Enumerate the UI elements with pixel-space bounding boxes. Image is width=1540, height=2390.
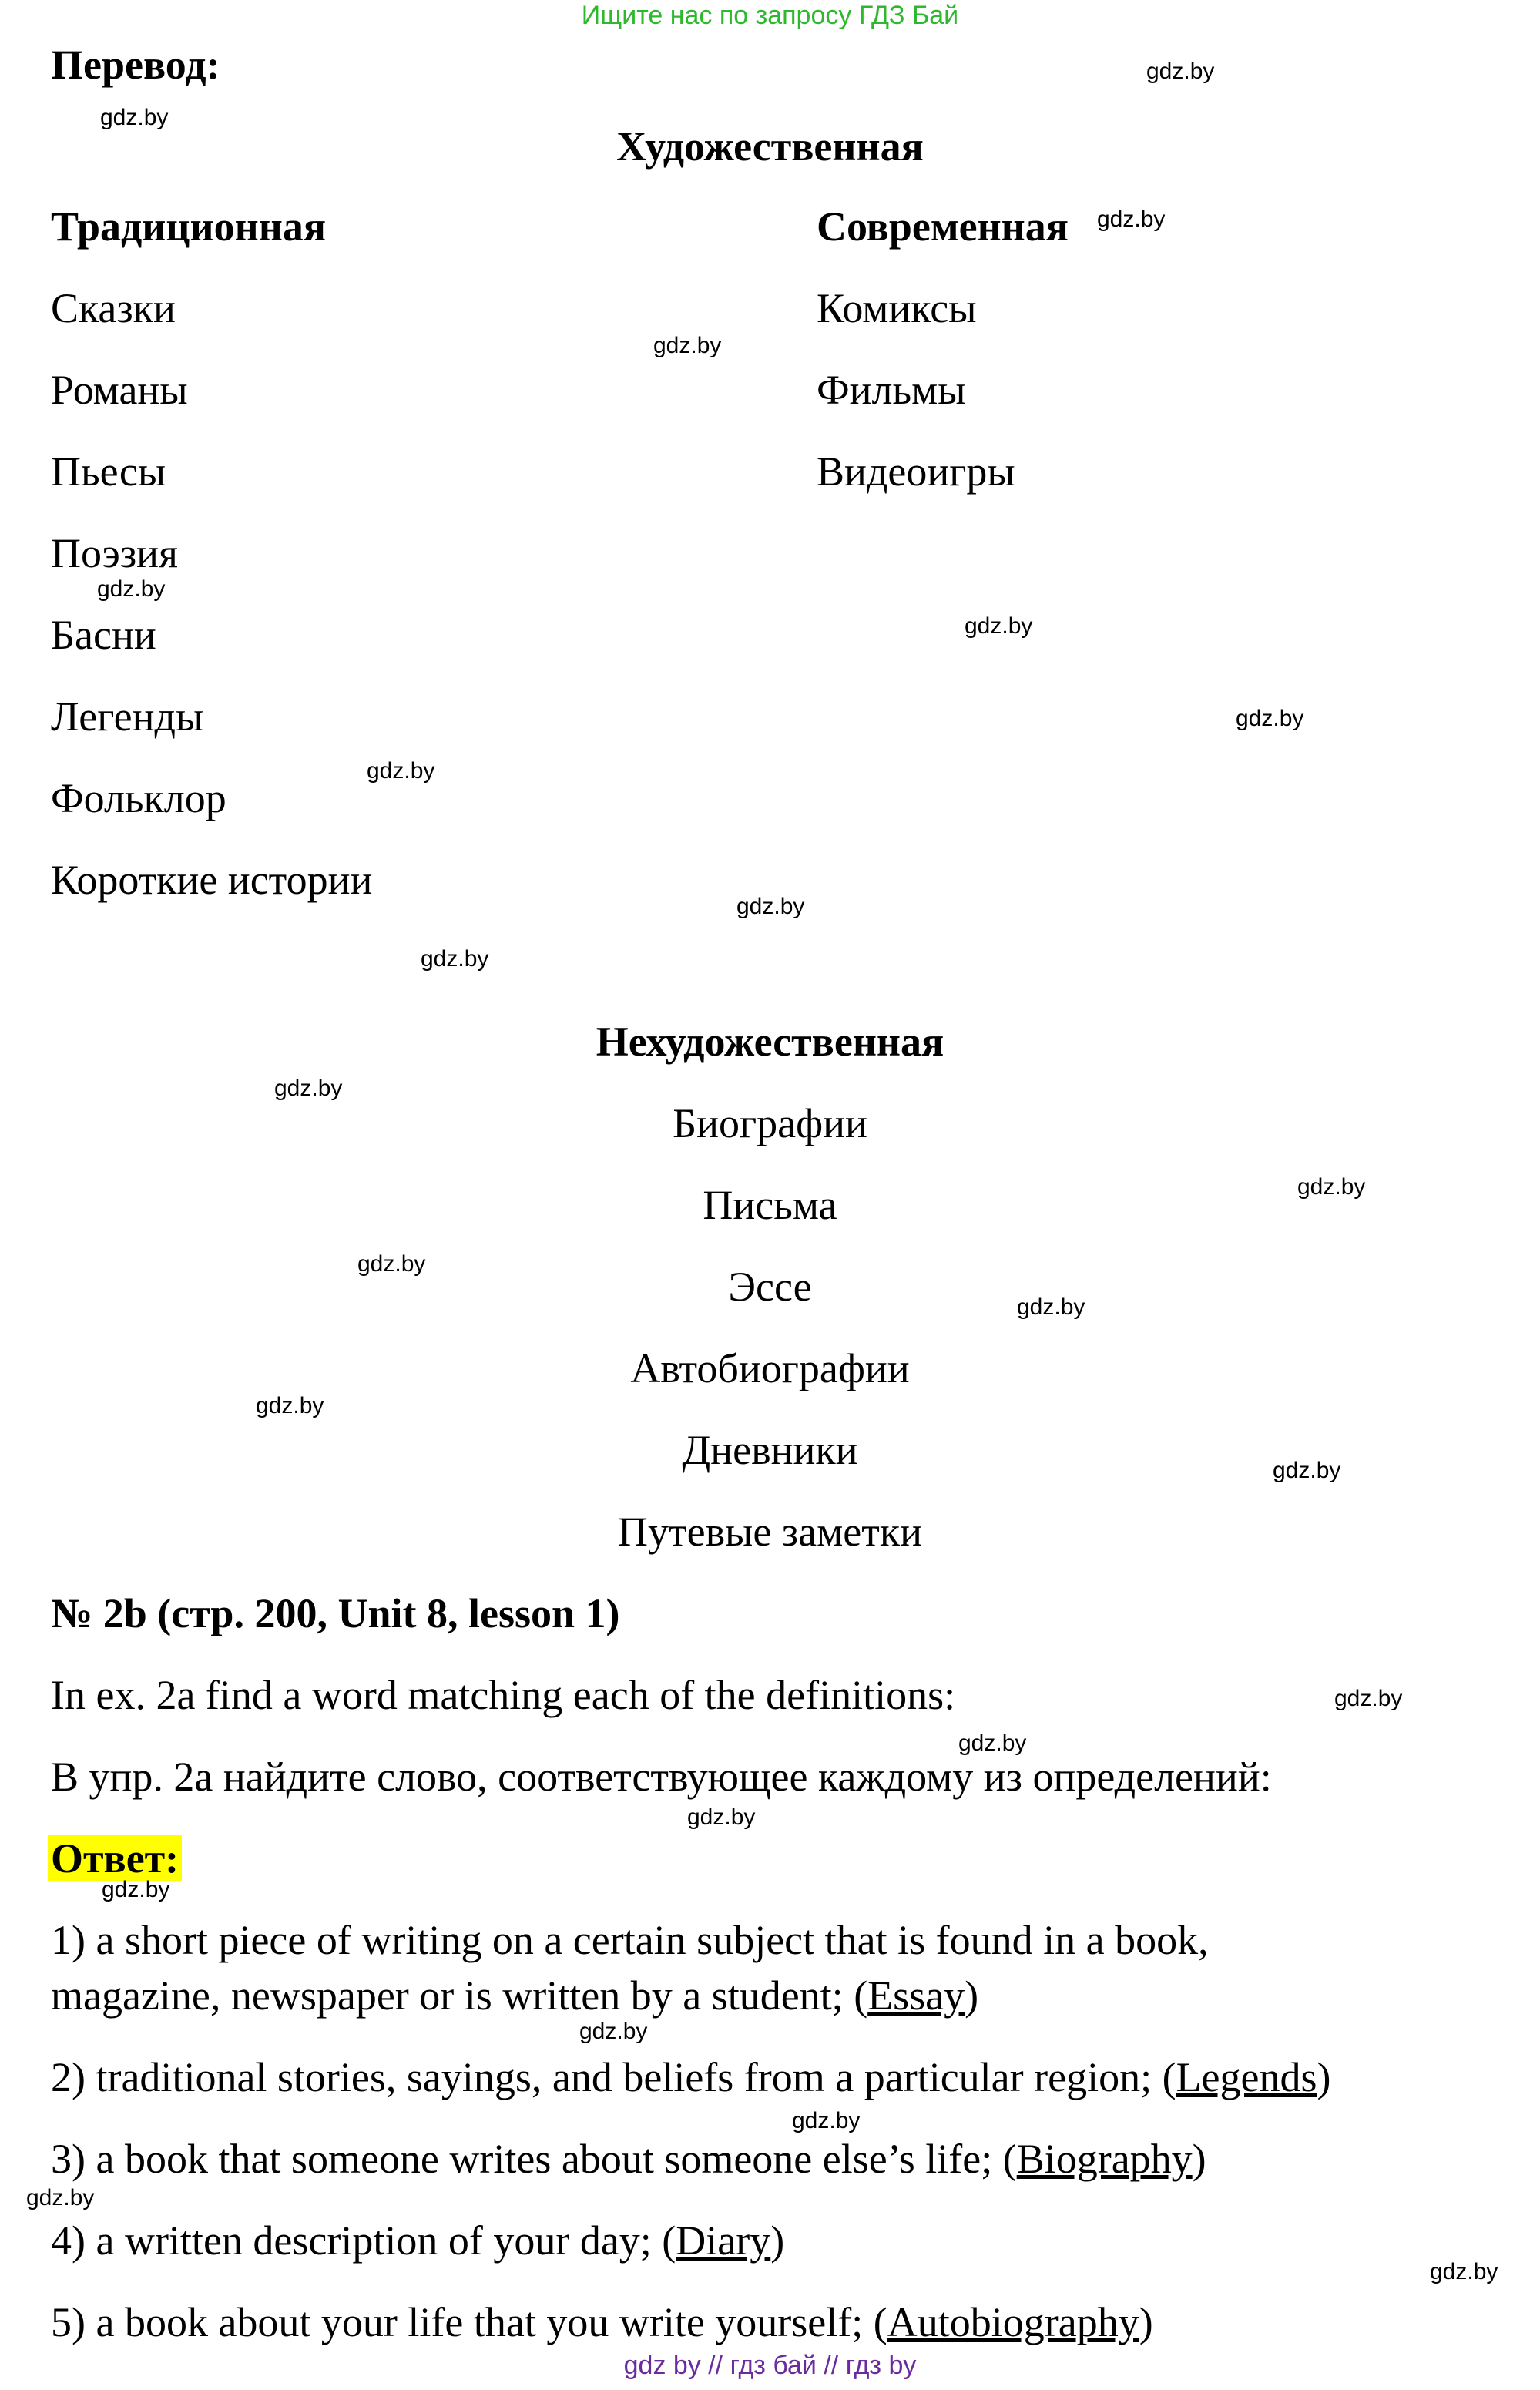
- traditional-heading: Традиционная: [51, 203, 327, 250]
- answer-1-line1: 1) a short piece of writing on a certain subject that is found in a book,: [51, 1917, 1209, 1963]
- nonfiction-item: Эссе: [728, 1264, 812, 1310]
- top-banner[interactable]: Ищите нас по запросу ГДЗ Бай: [581, 1, 959, 30]
- watermark: gdz.by: [792, 2108, 861, 2133]
- traditional-item: Басни: [51, 612, 156, 658]
- answer-5-text: 5) a book about your life that you write yourself; (: [51, 2299, 887, 2345]
- nonfiction-item: Письма: [703, 1182, 837, 1228]
- answer-5: [51, 2298, 1153, 2347]
- watermark: gdz.by: [1097, 206, 1166, 232]
- answer-2-text: 2) traditional stories, sayings, and beliefs from a particular region; (: [51, 2054, 1176, 2100]
- answer-1-text: magazine, newspaper or is written by a student; (: [51, 1972, 868, 2019]
- watermark: gdz.by: [26, 2185, 95, 2210]
- watermark: gdz.by: [274, 1076, 343, 1101]
- watermark: gdz.by: [1146, 59, 1215, 84]
- watermark: gdz.by: [100, 105, 169, 130]
- answer-2-word: Legends: [1176, 2054, 1317, 2100]
- traditional-item: Поэзия: [51, 530, 178, 576]
- answer-3-close: ): [1192, 2136, 1206, 2182]
- traditional-item: Сказки: [51, 285, 176, 331]
- traditional-item: Романы: [51, 367, 188, 413]
- answer-2: [51, 2053, 1330, 2102]
- watermark: gdz.by: [1430, 2259, 1498, 2284]
- exercise-instruction-en: In ex. 2a find a word matching each of the definitions:: [51, 1672, 956, 1718]
- watermark: gdz.by: [965, 613, 1033, 639]
- watermark: gdz.by: [421, 946, 489, 972]
- answer-3: [51, 2134, 1206, 2184]
- modern-item: Комиксы: [817, 285, 977, 331]
- nonfiction-item: Путевые заметки: [618, 1509, 922, 1555]
- watermark: gdz.by: [357, 1251, 426, 1277]
- nonfiction-item: Дневники: [682, 1427, 858, 1473]
- traditional-item: Пьесы: [51, 448, 166, 495]
- watermark: gdz.by: [687, 1804, 756, 1830]
- watermark: gdz.by: [1236, 706, 1304, 731]
- answer-3-text: 3) a book that someone writes about someone else’s life; (: [51, 2136, 1017, 2182]
- answer-label: [48, 1834, 182, 1883]
- watermark: gdz.by: [579, 2019, 648, 2044]
- answer-5-word: Autobiography: [887, 2299, 1139, 2345]
- traditional-item: Легенды: [51, 693, 204, 740]
- watermark: gdz.by: [958, 1730, 1027, 1756]
- translation-label: Перевод:: [51, 42, 220, 88]
- answer-3-word: Biography: [1016, 2136, 1193, 2182]
- watermark: gdz.by: [736, 894, 805, 919]
- answer-5-close: ): [1139, 2299, 1153, 2345]
- watermark: gdz.by: [97, 576, 166, 602]
- answer-4-word: Diary: [676, 2217, 771, 2264]
- watermark: gdz.by: [256, 1393, 324, 1418]
- fiction-heading: Художественная: [616, 123, 924, 170]
- footer-links[interactable]: gdz by // гдз бай // гдз by: [623, 2351, 917, 2380]
- answer-4-text: 4) a written description of your day; (: [51, 2217, 676, 2264]
- exercise-title: № 2b (стр. 200, Unit 8, lesson 1): [51, 1590, 620, 1636]
- answer-1-close: ): [965, 1972, 979, 2019]
- watermark: gdz.by: [1273, 1458, 1341, 1483]
- watermark: gdz.by: [653, 333, 722, 358]
- watermark: gdz.by: [1017, 1294, 1085, 1320]
- modern-item: Фильмы: [817, 367, 966, 413]
- nonfiction-item: Биографии: [673, 1100, 867, 1146]
- answer-1-line2: [51, 1971, 978, 2020]
- answer-1-word: Essay: [867, 1972, 965, 2019]
- answer-2-close: ): [1317, 2054, 1331, 2100]
- answer-4: [51, 2216, 784, 2265]
- traditional-item: Фольклор: [51, 775, 226, 821]
- answer-label-highlight: Ответ:: [48, 1835, 182, 1881]
- modern-item: Видеоигры: [817, 448, 1015, 495]
- exercise-instruction-ru: В упр. 2а найдите слово, соответствующее каждому из определений:: [51, 1754, 1272, 1800]
- nonfiction-heading: Нехудожественная: [596, 1019, 944, 1065]
- watermark: gdz.by: [367, 758, 435, 784]
- nonfiction-item: Автобиографии: [630, 1345, 910, 1391]
- watermark: gdz.by: [1297, 1174, 1366, 1200]
- watermark: gdz.by: [1334, 1686, 1403, 1711]
- watermark: gdz.by: [102, 1877, 170, 1902]
- traditional-item: Короткие истории: [51, 857, 373, 903]
- answer-4-close: ): [770, 2217, 785, 2264]
- modern-heading: Современная: [817, 203, 1069, 250]
